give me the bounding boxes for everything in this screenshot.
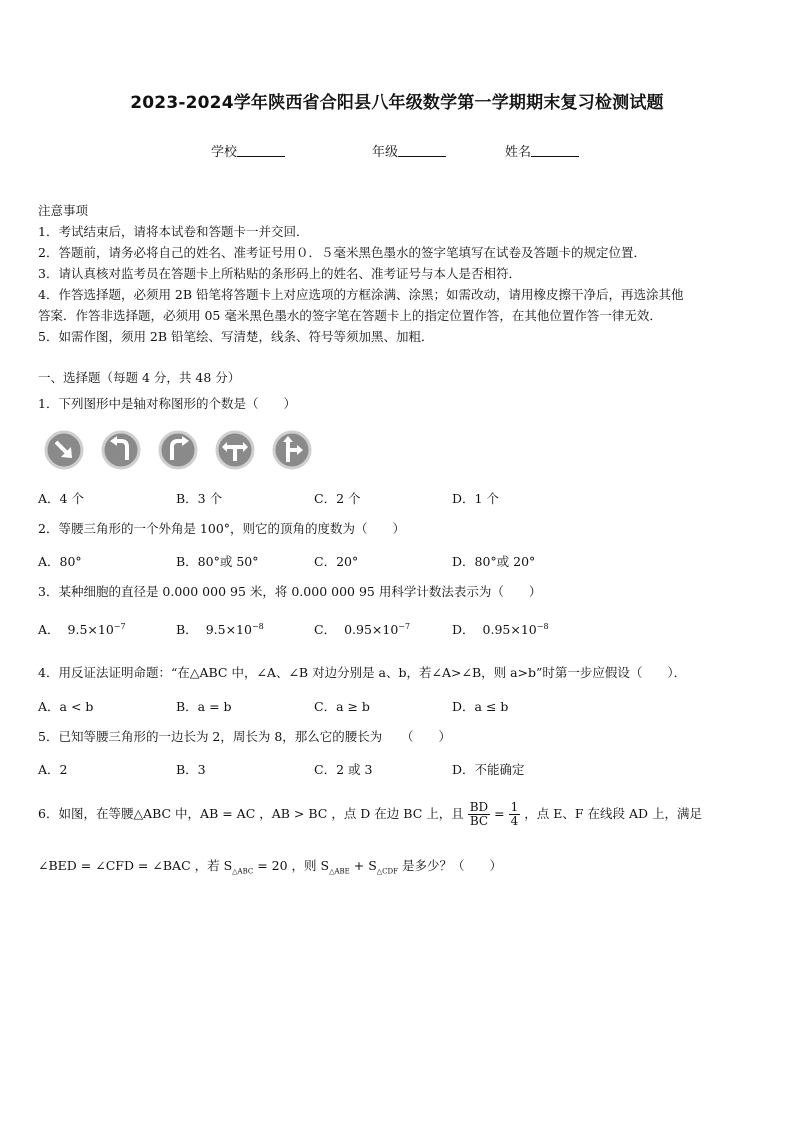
q1-option-b[interactable]: B．3 个: [176, 491, 223, 506]
q4-option-b[interactable]: B．a = b: [176, 699, 232, 714]
area-subscript: △CDF: [376, 867, 398, 876]
q6-text: ，点 E、F 在线段 AD 上，满足: [524, 806, 702, 821]
option-label: A．: [38, 622, 60, 637]
notes-heading: 注意事项: [38, 203, 89, 218]
q1-option-a[interactable]: A．4 个: [38, 491, 84, 506]
option-exponent: −7: [113, 621, 126, 631]
question-6-line-1: [38, 794, 702, 834]
fraction-bd-bc: [468, 801, 490, 828]
name-field[interactable]: [505, 141, 579, 160]
q3-option-c[interactable]: [314, 620, 410, 638]
option-base: 9.5×10: [205, 622, 252, 637]
page-title: 2023-2024学年陕西省合阳县八年级数学第一学期期末复习检测试题: [130, 93, 664, 113]
q5-option-c[interactable]: C．2 或 3: [314, 762, 373, 777]
q6-text: 6．如图，在等腰△ABC 中，AB = AC ，AB > BC ，点 D 在边 BC 上，且: [38, 806, 464, 821]
q2-option-a[interactable]: A．80°: [38, 554, 82, 569]
q3-option-d[interactable]: [452, 620, 549, 638]
grade-label: 年级: [372, 145, 399, 160]
traffic-signs-figure: [44, 430, 316, 474]
q1-option-c[interactable]: C．2 个: [314, 491, 361, 506]
option-exponent: −8: [536, 621, 549, 631]
q5-option-b[interactable]: B．3: [176, 762, 206, 777]
note-item: 4．作答选择题，必须用 2B 铅笔将答题卡上对应选项的方框涂满、涂黑；如需改动，请用橡皮擦干净后，再选涂其他: [38, 287, 684, 302]
fraction-denominator: 4: [510, 814, 519, 828]
name-blank[interactable]: [531, 144, 579, 157]
option-base: 0.95×10: [482, 622, 537, 637]
fraction-numerator: 1: [510, 800, 519, 814]
q4-option-c[interactable]: C．a ≥ b: [314, 699, 370, 714]
option-base: 0.95×10: [344, 622, 399, 637]
question-5-stem: 5．已知等腰三角形的一边长为 2，周长为 8，那么它的腰长为 （ ）: [38, 729, 452, 744]
grade-blank[interactable]: [398, 144, 446, 157]
q3-option-a[interactable]: [38, 620, 126, 638]
note-item: 3．请认真核对监考员在答题卡上所粘贴的条形码上的姓名、准考证号与本人是否相符．: [38, 266, 521, 281]
q6-text: + S: [349, 858, 377, 873]
note-item: 答案．作答非选择题，必须用 05 毫米黑色墨水的签字笔在答题卡上的指定位置作答，在其他位置作答一律无效．: [38, 308, 662, 323]
equals-sign: =: [494, 806, 505, 821]
note-item: 1．考试结束后，请将本试卷和答题卡一并交回．: [38, 224, 309, 239]
q1-option-d[interactable]: D．1 个: [452, 491, 499, 506]
q2-option-b[interactable]: B．80°或 50°: [176, 554, 259, 569]
option-label: B．: [176, 622, 198, 637]
q6-text: ∠BED = ∠CFD = ∠BAC ，若 S: [38, 858, 233, 873]
option-base: 9.5×10: [67, 622, 114, 637]
q3-option-b[interactable]: [176, 620, 264, 638]
option-label: D．: [452, 622, 475, 637]
u-turn-left-icon: [101, 430, 141, 470]
option-exponent: −7: [398, 621, 411, 631]
name-label: 姓名: [505, 145, 532, 160]
q2-option-c[interactable]: C．20°: [314, 554, 359, 569]
q5-option-a[interactable]: A．2: [38, 762, 68, 777]
school-blank[interactable]: [237, 144, 285, 157]
question-6-line-2: [38, 858, 502, 880]
arrow-down-right-icon: [44, 430, 84, 470]
q4-option-a[interactable]: A．a < b: [38, 699, 94, 714]
section-heading: 一、选择题（每题 4 分，共 48 分）: [38, 370, 241, 385]
area-subscript: △ABE: [329, 867, 350, 876]
grade-field[interactable]: [372, 141, 446, 160]
q6-text: 是多少？（ ）: [397, 858, 502, 873]
question-2-stem: 2．等腰三角形的一个外角是 100°，则它的顶角的度数为（ ）: [38, 521, 406, 536]
school-label: 学校: [211, 145, 238, 160]
q6-text: = 20 ，则 S: [253, 858, 330, 873]
t-junction-icon: [215, 430, 255, 470]
option-label: C．: [314, 622, 337, 637]
fraction-numerator: BD: [469, 800, 489, 814]
fraction-one-quarter: [509, 801, 521, 828]
u-turn-right-icon: [158, 430, 198, 470]
fraction-denominator: BC: [469, 814, 489, 828]
school-field[interactable]: [211, 141, 285, 160]
question-1-stem: 1．下列图形中是轴对称图形的个数是（ ）: [38, 396, 296, 411]
question-4-stem: 4．用反证法证明命题：“在△ABC 中，∠A、∠B 对边分别是 a、b，若∠A>∠B，则 a>b”时第一步应假设（ ）．: [38, 665, 687, 680]
note-item: 5．如需作图，须用 2B 铅笔绘、写清楚，线条、符号等须加黑、加粗．: [38, 329, 434, 344]
q2-option-d[interactable]: D．80°或 20°: [452, 554, 536, 569]
turn-right-branch-icon: [272, 430, 312, 470]
question-3-stem: 3．某种细胞的直径是 0.000 000 95 米，将 0.000 000 95 用科学计数法表示为（ ）: [38, 584, 542, 599]
note-item: 2．答题前，请务必将自己的姓名、准考证号用０．５毫米黑色墨水的签字笔填写在试卷及答题卡的规定位置．: [38, 245, 646, 260]
q5-option-d[interactable]: D．不能确定: [452, 762, 525, 777]
q4-option-d[interactable]: D．a ≤ b: [452, 699, 509, 714]
option-exponent: −8: [251, 621, 264, 631]
area-subscript: △ABC: [232, 867, 254, 876]
